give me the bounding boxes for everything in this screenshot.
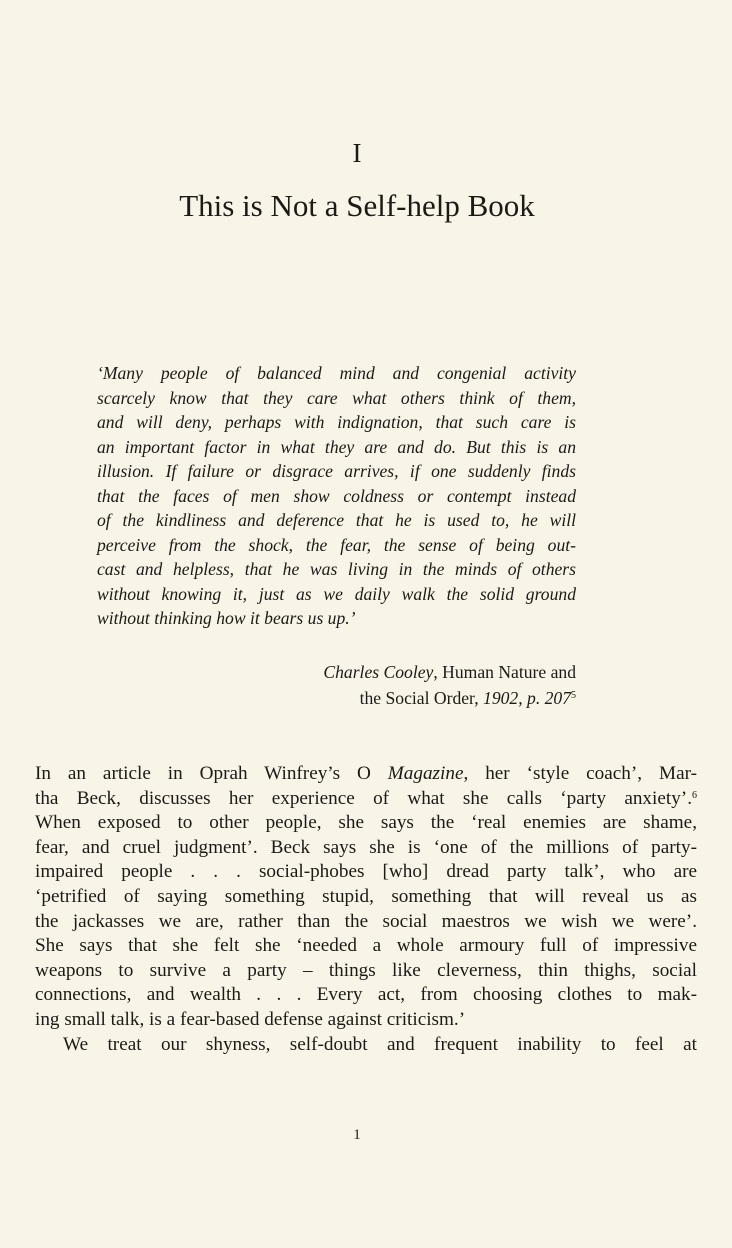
- page-number: 1: [353, 1127, 361, 1143]
- epigraph-line: that the faces of men show coldness or contempt instead: [97, 485, 576, 506]
- body-line: She says that she felt she ‘needed a whole armoury full of impressive: [35, 935, 697, 957]
- body-line: the jackasses we are, rather than the social maestros we wish we were’.: [35, 910, 697, 932]
- body-line: [35, 762, 697, 787]
- attribution-work: Human Nature and: [442, 662, 576, 682]
- footnote-ref: 6: [692, 789, 697, 801]
- body-line: fear, and cruel judgment’. Beck says she is ‘one of the millions of party-: [35, 836, 697, 858]
- epigraph-line: and will deny, perhaps with indignation, that such care is: [97, 412, 576, 432]
- epigraph-line: cast and helpless, that he was living in the minds of others: [97, 559, 576, 579]
- body-line: When exposed to other people, she says the ‘real enemies are shame,: [35, 812, 697, 834]
- body-text: [35, 762, 697, 1057]
- epigraph-line: an important factor in what they are and do. But this is an: [97, 436, 576, 457]
- epigraph-line: perceive from the shock, the fear, the sense of being out-: [97, 534, 576, 555]
- body-line: ing small talk, is a fear-based defense against criticism.’: [35, 1008, 466, 1030]
- attribution-year-page: 1902, p. 207: [483, 688, 571, 708]
- magazine-title: Magazine: [387, 763, 464, 784]
- epigraph-line: without thinking how it bears us up.’: [97, 608, 356, 628]
- epigraph: [97, 361, 576, 631]
- epigraph-attribution: Charles Cooley, Human Nature and the Social Order, 1902, p. $207^5$: [323, 662, 576, 708]
- body-line-text: In an article in Oprah Winfrey’s O: [35, 763, 388, 784]
- epigraph-line: without knowing it, just as we daily walk the solid ground: [97, 583, 576, 604]
- body-line: connections, and wealth . . . Every act, from choosing clothes to mak-: [35, 984, 697, 1006]
- chapter-title: This is Not a Self-help Book: [179, 188, 535, 223]
- epigraph-line: of the kindliness and deference that he is used to, he will: [97, 510, 576, 530]
- epigraph-line: ‘Many people of balanced mind and congenial activity: [97, 363, 576, 383]
- body-line: [35, 787, 697, 812]
- epigraph-line: scarcely know that they care what others think of them,: [97, 387, 576, 408]
- body-line: weapons to survive a party – things like cleverness, thin thighs, social: [35, 959, 697, 981]
- footnote-ref: 5: [571, 690, 576, 701]
- body-line: We treat our shyness, self-doubt and frequent inability to feel at: [63, 1033, 697, 1055]
- body-line: impaired people . . . social-phobes [who] dread party talk’, who are: [35, 861, 697, 883]
- body-line: ‘petrified of saying something stupid, something that will reveal us as: [35, 885, 697, 907]
- attribution-author: Charles Cooley: [323, 662, 434, 682]
- epigraph-line: illusion. If failure or disgrace arrives, if one suddenly finds: [97, 461, 576, 481]
- body-line-text: , her ‘style coach’, Mar-: [463, 763, 697, 784]
- chapter-number: I: [352, 138, 362, 168]
- body-line-text: tha Beck, discusses her experience of what she calls ‘party anxiety’.: [35, 787, 692, 809]
- attribution-work-cont: the Social Order,: [359, 688, 479, 708]
